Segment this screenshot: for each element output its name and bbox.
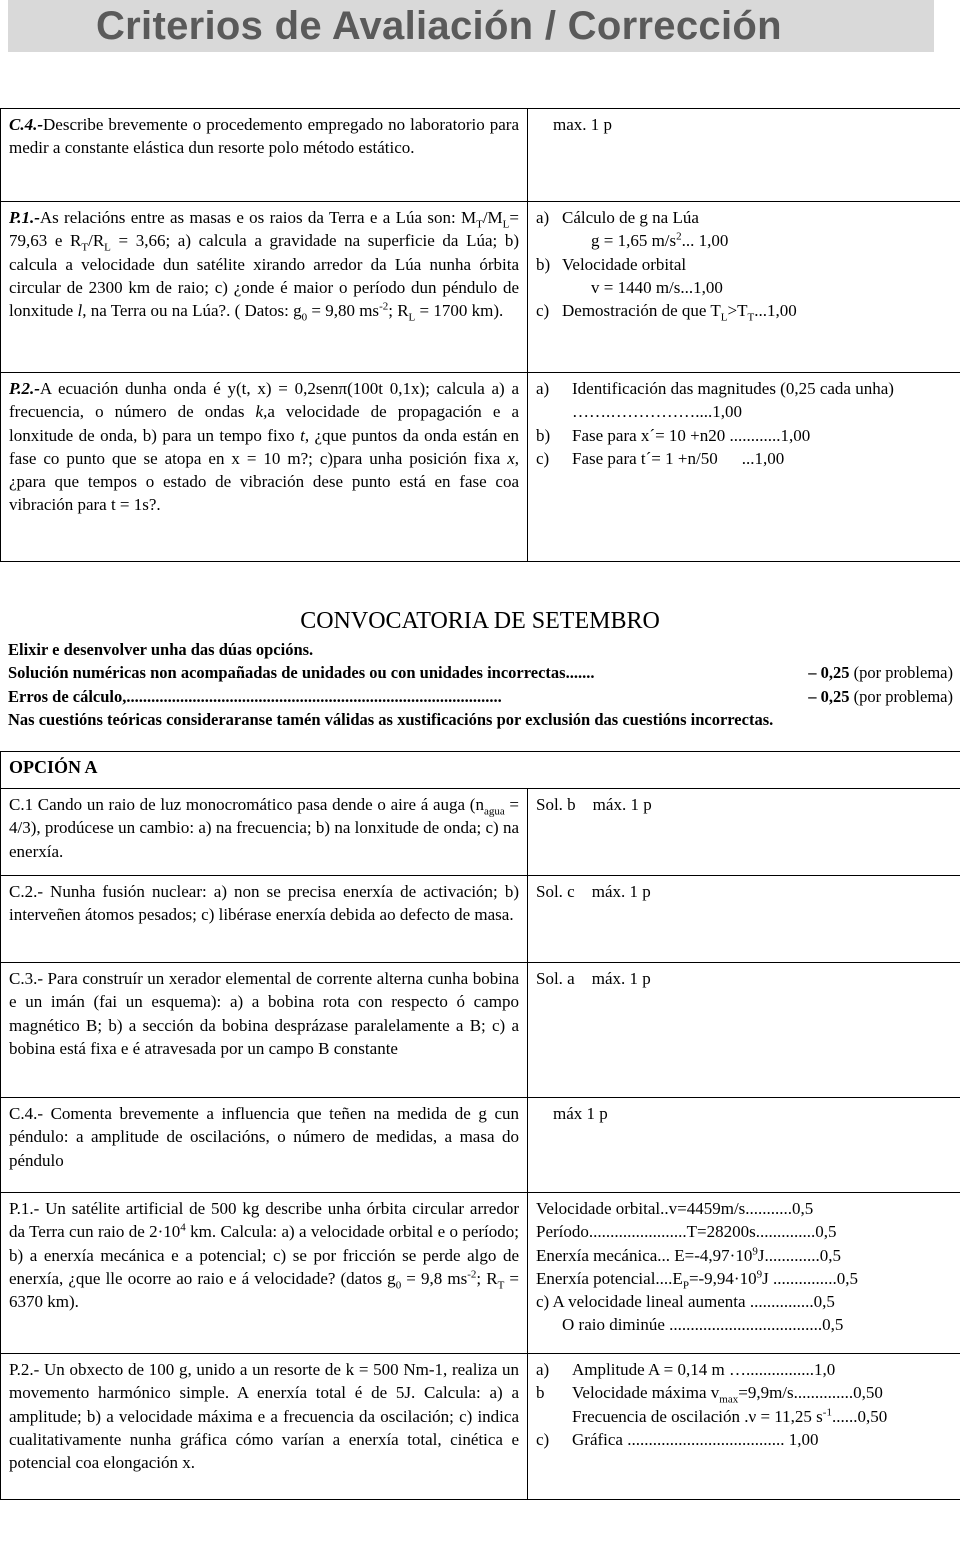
text-run: Demostración de que T	[562, 301, 721, 321]
problem-p1b	[1, 1193, 528, 1354]
value-text: Período.......................T=28200s	[536, 1222, 756, 1242]
text-run: ; R	[476, 1268, 498, 1288]
text-run: , ¿que puntos da onda están en fase co punto que se atopa en x = 10 m?; c)para unha posición fixa	[9, 425, 519, 468]
score-cell	[528, 789, 960, 876]
item-marker: b	[536, 1383, 545, 1403]
text-run: = 9,8 ms	[401, 1268, 468, 1288]
question-text: C.2.- Nunha fusión nuclear: a) non se precisa enerxía de activación; b) interveñen átomos pesados; c) libérase enerxía debida ao defecto de masa.	[9, 882, 519, 925]
item-marker: a)	[536, 1360, 550, 1379]
superscript: -2	[467, 1268, 477, 1281]
score-text: Sol. b máx. 1 p	[536, 795, 652, 814]
subscript: L	[502, 218, 510, 231]
table-row	[1, 963, 960, 1098]
text-run: Identificación das magnitudes (0,25 cada unha)	[572, 379, 894, 398]
item-marker: a)	[536, 208, 550, 227]
score-text: …................1,0	[724, 1360, 836, 1379]
rule-line	[8, 685, 953, 708]
solution-item	[536, 1428, 952, 1451]
text-run: , ¿para que tempos o estado de vibración dese punto está en fase coa vibración para t = 1s?.	[9, 448, 519, 515]
text-run: = 3,66; a) calcula a gravidade na superficie da Lúa; b) calcula a velocidade dun satélite xirando arredor da Lúa nunha órbita circular de 2300 km de raio; c) ¿onde é maior o período dun péndulo de lonxitude	[9, 231, 519, 321]
text-run: Fase para t´= 1 +n/50	[572, 448, 718, 468]
score-text: Sol. c máx. 1 p	[536, 882, 651, 901]
solution-value	[536, 276, 952, 299]
rule-penalty: – 0,25 (por problema)	[808, 663, 953, 683]
problem-p1	[1, 202, 528, 373]
question-label: P.2.-	[9, 379, 40, 398]
text-run: km. Calcula: a) a velocidade orbital e o período; b) a enerxía mecánica e a potencial; c) se por fricción se perde algo de enerxía, ¿que lle ocorre ao raio e á velocidade? (datos g	[9, 1222, 519, 1288]
item-marker: c)	[536, 301, 550, 321]
table-row	[1, 373, 960, 562]
score-text: .............0,5	[764, 1245, 841, 1265]
text-run: Frecuencia de oscilación .ν = 11,25 s	[572, 1406, 823, 1426]
score-text: ...........0,5	[745, 1199, 814, 1218]
question-label: C.4.-	[9, 115, 43, 134]
penalty-note: (por problema)	[853, 663, 953, 683]
convocatoria-title: CONVOCATORIA DE SETEMBRO	[300, 608, 660, 634]
text-run: = 1700 km).	[415, 301, 504, 321]
solution-line	[536, 1244, 952, 1267]
subscript: max	[719, 1393, 739, 1406]
text-run: Fase para x´= 10 +n20 .	[572, 425, 734, 445]
solution-item	[536, 447, 952, 470]
option-a-table	[0, 751, 960, 1500]
value-text: c) A velocidade lineal aumenta	[536, 1292, 746, 1312]
solution-item	[536, 424, 952, 447]
value-text: J	[757, 1245, 765, 1265]
penalty-note: (por problema)	[853, 686, 953, 706]
question-c4b	[1, 1098, 528, 1193]
text-run: , na Terra ou na Lúa?. ( Datos: g	[82, 301, 302, 321]
text-run: = 4/3), prodúcese un cambio: a) na frecuencia; b) na lonxitude de onda; c) na enerxía.	[9, 795, 519, 861]
header-banner	[8, 0, 934, 52]
solution-item	[536, 299, 952, 322]
solution-line	[536, 1405, 952, 1428]
question-label: P.1.-	[9, 208, 40, 227]
solution-item	[536, 1358, 952, 1381]
question-c2	[1, 876, 528, 963]
subscript: T	[747, 311, 755, 324]
text-run: As relacións entre as masas e os raios da Terra e a Lúa son: M	[39, 208, 477, 227]
value-text: Enerxía potencial....E	[536, 1268, 683, 1288]
text-run: Amplitude A = 0,14 m	[572, 1360, 725, 1379]
question-c1	[1, 789, 528, 876]
solution-item	[536, 206, 952, 229]
grading-rules	[8, 638, 953, 731]
table-row	[1, 109, 960, 202]
item-text	[572, 1358, 952, 1381]
rule-line: Nas cuestións teóricas consideraranse tamén válidas as xustificacións por exclusión das cuestións incorrectas.	[8, 709, 774, 729]
text-run: Gráfica	[572, 1429, 623, 1449]
rule-line: Elixir e desenvolver unha das dúas opcións.	[8, 640, 314, 659]
item-text	[572, 424, 952, 447]
table-row	[1, 752, 960, 789]
penalty-value: 0,25	[820, 663, 850, 683]
subscript: 0	[301, 311, 308, 324]
score-text: ..................................... 1,00	[622, 1429, 819, 1449]
text-run: x	[507, 448, 515, 468]
solution-item	[536, 377, 952, 424]
text-run: >T	[727, 301, 748, 321]
score-text: …….……………....1,00	[572, 402, 742, 422]
solution-cell	[528, 1193, 960, 1354]
rule-text: Erros de cálculo,...........................................................................................	[8, 686, 502, 706]
solution-value	[536, 229, 952, 252]
text-run: = 6370 km).	[9, 1268, 519, 1312]
score-text: Sol. a máx. 1 p	[536, 969, 651, 988]
table-row	[1, 202, 960, 373]
text-run: k	[255, 402, 264, 422]
solution-line	[536, 1220, 952, 1243]
superscript: 9	[756, 1268, 763, 1281]
rule-text: Solución numéricas non acompañadas de unidades ou con unidades incorrectas.......	[8, 663, 595, 683]
score-text: ...1,00	[741, 448, 785, 468]
item-text: Cálculo de g na Lúa	[562, 208, 699, 227]
text-run: ,a velocidade de propagación e a lonxitude de onda, b) para un tempo fixo	[9, 402, 519, 445]
subscript: 0	[395, 1279, 402, 1292]
item-marker: a)	[536, 379, 550, 398]
table-row	[1, 789, 960, 876]
superscript: -1	[822, 1405, 832, 1418]
rule-line	[8, 661, 953, 684]
score-text: ...............0,5	[745, 1292, 835, 1312]
text-run: Velocidade máxima v	[572, 1383, 720, 1403]
value-text: v = 1440 m/s	[591, 277, 681, 297]
text-run: A ecuación dunha onda é y(t, x) = 0,2senπ(100t 0,1x); calcula a) a frecuencia, o número de ondas	[9, 379, 519, 422]
superscript: 9	[752, 1244, 758, 1257]
solution-cell	[528, 1354, 960, 1500]
solution-cell	[528, 373, 960, 562]
score-text: ... 1,00	[681, 231, 729, 251]
table-row	[1, 1193, 960, 1354]
value-text: O raio diminúe	[562, 1315, 665, 1335]
score-text: ...1,00	[680, 277, 723, 297]
subscript: agua	[483, 805, 505, 818]
solution-item	[536, 253, 952, 276]
score-text: ......0,50	[831, 1406, 888, 1426]
solution-line	[536, 1313, 952, 1336]
item-marker: b)	[536, 425, 551, 445]
value-text: g = 1,65 m/s	[591, 231, 677, 251]
score-text: max. 1 p	[553, 115, 613, 134]
subscript: T	[81, 241, 89, 254]
table-row	[1, 876, 960, 963]
superscript: -2	[379, 300, 389, 313]
item-marker: c)	[536, 1429, 550, 1449]
text-run: C.1 Cando un raio de luz monocromático pasa dende o aire á auga (n	[9, 795, 484, 814]
problem-p2	[1, 373, 528, 562]
subscript: T	[476, 218, 483, 231]
solution-line	[536, 1267, 952, 1290]
question-text: P.2.- Un obxecto de 100 g, unido a un resorte de k = 500 Nm-1, realiza un movemento harmónico simple. A enerxía total é de 5J. Calcula: a) a amplitude; b) a velocidade máxima e a frecuencia da oscilación; c) indica cualitativamente nunha gráfica cómo varían a enerxía total, cinética e potencial coa elongación x.	[9, 1360, 519, 1473]
item-text: Velocidade orbital	[562, 254, 687, 274]
score-cell	[528, 1098, 960, 1193]
score-text: ...1,00	[754, 301, 797, 321]
table-row	[1, 1098, 960, 1193]
item-text	[572, 1381, 952, 1404]
item-text	[572, 1428, 952, 1451]
superscript: 2	[676, 230, 682, 243]
score-cell	[528, 109, 960, 202]
value-text: Enerxía mecánica... E=-4,97·10	[536, 1245, 753, 1265]
score-cell	[528, 963, 960, 1098]
text-run: /M	[482, 208, 503, 227]
score-text: ..............0,50	[793, 1383, 883, 1403]
text-run: l	[77, 301, 83, 321]
option-heading-cell	[1, 752, 960, 789]
text-run: = 9,80 ms	[307, 301, 380, 321]
option-heading: OPCIÓN A	[9, 757, 98, 777]
question-text: C.4.- Comenta brevemente a influencia que teñen na medida de g cun péndulo: a amplitude de oscilacións, o número de medidas, a masa do péndulo	[9, 1104, 519, 1170]
score-text: máx 1 p	[553, 1104, 608, 1123]
solution-cell	[528, 202, 960, 373]
score-text: ....................................0,5	[664, 1315, 844, 1335]
solution-item	[536, 1381, 952, 1404]
solution-line	[536, 1197, 952, 1220]
question-text: C.3.- Para construír un xerador elemental de corrente alterna cunha bobina e un imán (fai un esquema): a) a bobina rota con respecto ó campo magnético B; b) a sección da bobina desprázase paralelamente a B; c) a bobina está fixa e é atravesada por un campo B constante	[9, 969, 519, 1058]
item-marker: b)	[536, 254, 551, 274]
text-run: t	[300, 425, 305, 445]
item-text	[562, 299, 952, 322]
value-text: Velocidade orbital..v=4459m/s	[536, 1199, 746, 1218]
text-run: ; R	[388, 301, 409, 321]
score-text: ..............0,5	[755, 1222, 837, 1242]
item-marker: c)	[536, 448, 550, 468]
value-text: J	[762, 1268, 769, 1288]
item-text	[572, 447, 952, 470]
penalty-value: 0,25	[820, 686, 850, 706]
score-text: ...............0,5	[768, 1268, 858, 1288]
problem-p2b	[1, 1354, 528, 1500]
subscript: L	[104, 241, 111, 254]
text-run: = 79,63 e R	[9, 208, 519, 251]
subscript: L	[408, 311, 416, 324]
top-criteria-table	[0, 108, 960, 562]
text-run: P.1.- Un satélite artificial de 500 kg describe unha órbita circular arredor da Terra cun raio de 2·10	[9, 1199, 519, 1242]
item-text	[572, 377, 952, 424]
question-text: Describe brevemente o procedemento empregado no laboratorio para medir a constante elástica dun resorte polo método estático.	[9, 115, 519, 158]
text-run: /R	[88, 231, 105, 251]
subscript: T	[497, 1279, 505, 1292]
score-cell	[528, 876, 960, 963]
solution-line	[536, 1290, 952, 1313]
subscript: P	[682, 1279, 689, 1292]
page-title: Criterios de Avaliación / Corrección	[96, 4, 782, 48]
value-text: =-9,94·10	[688, 1268, 757, 1288]
rule-penalty: – 0,25 (por problema)	[808, 686, 953, 706]
table-row	[1, 1354, 960, 1500]
superscript: 4	[180, 1221, 186, 1234]
text-run: =9,9m/s	[738, 1383, 794, 1403]
question-c4	[1, 109, 528, 202]
subscript: L	[720, 311, 728, 324]
score-text: ...........1,00	[733, 425, 811, 445]
question-c3	[1, 963, 528, 1098]
